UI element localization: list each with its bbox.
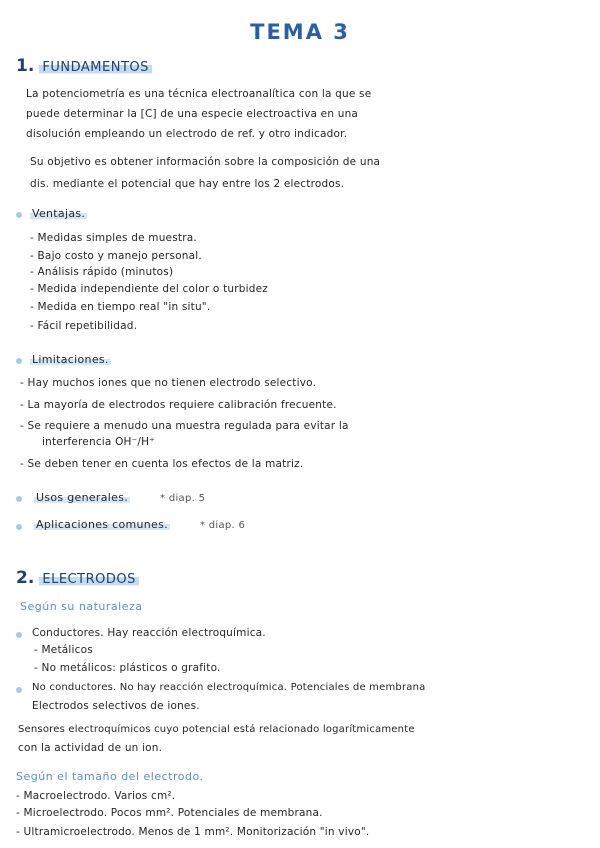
bullet-icon bbox=[16, 358, 22, 364]
no-conductores-line: Electrodos selectivos de iones. bbox=[32, 700, 200, 712]
list-item: - Análisis rápido (minutos) bbox=[30, 266, 174, 278]
section-1-heading bbox=[16, 56, 152, 76]
section-number: 1. bbox=[16, 56, 35, 76]
paragraph-line: dis. mediante el potencial que hay entre los 2 electrodos. bbox=[30, 178, 345, 190]
paragraph-line: puede determinar la [C] de una especie electroactiva en una bbox=[26, 108, 359, 120]
bullet-icon bbox=[16, 212, 22, 218]
subheading: Según su naturaleza bbox=[20, 600, 143, 613]
list-item: - Macroelectrodo. Varios cm². bbox=[16, 790, 176, 802]
sensores-line: con la actividad de un ion. bbox=[18, 742, 163, 754]
section-title: FUNDAMENTOS bbox=[39, 60, 151, 75]
list-item: - No metálicos: plásticos o grafito. bbox=[34, 662, 221, 674]
conductores-line: Conductores. Hay reacción electroquímica. bbox=[32, 627, 266, 639]
bullet-icon bbox=[16, 496, 22, 502]
list-item: - Ultramicroelectrodo. Menos de 1 mm². Monitorización "in vivo". bbox=[16, 826, 370, 838]
aplicaciones-comunes: Aplicaciones comunes. * diap. 6 bbox=[36, 518, 246, 531]
paragraph-line: Su objetivo es obtener información sobre la composición de una bbox=[30, 156, 381, 168]
bullet-icon bbox=[16, 632, 22, 638]
usos-generales: Usos generales. * diap. 5 bbox=[36, 491, 206, 504]
page-title: TEMA 3 bbox=[250, 20, 350, 44]
subheading: Según el tamaño del electrodo. bbox=[16, 770, 204, 783]
section-2-heading bbox=[16, 568, 139, 588]
paragraph-line: disolución empleando un electrodo de ref. y otro indicador. bbox=[26, 128, 348, 140]
paragraph-line: La potenciometría es una técnica electroanalítica con la que se bbox=[26, 88, 372, 100]
list-item: - Medidas simples de muestra. bbox=[30, 232, 197, 244]
list-item: - Medida independiente del color o turbidez bbox=[30, 283, 268, 295]
bullet-icon bbox=[16, 524, 22, 530]
list-item: - Microelectrodo. Pocos mm². Potenciales de membrana. bbox=[16, 807, 323, 819]
list-item: - Fácil repetibilidad. bbox=[30, 320, 138, 332]
list-item: - Hay muchos iones que no tienen electrodo selectivo. bbox=[20, 377, 317, 389]
section-number: 2. bbox=[16, 568, 35, 588]
list-item: - Se requiere a menudo una muestra regulada para evitar la bbox=[20, 420, 349, 432]
list-item: - La mayoría de electrodos requiere calibración frecuente. bbox=[20, 399, 337, 411]
sensores-line: Sensores electroquímicos cuyo potencial está relacionado logarítmicamente bbox=[18, 724, 415, 735]
section-title: ELECTRODOS bbox=[39, 572, 138, 587]
list-item: interferencia OH⁻/H⁺ bbox=[42, 436, 155, 448]
list-item: - Bajo costo y manejo personal. bbox=[30, 250, 202, 262]
bullet-icon bbox=[16, 687, 22, 693]
list-item: - Metálicos bbox=[34, 644, 93, 656]
list-item: - Se deben tener en cuenta los efectos de la matriz. bbox=[20, 458, 304, 470]
limitaciones-heading: Limitaciones. bbox=[32, 353, 109, 366]
ventajas-heading: Ventajas. bbox=[32, 207, 86, 220]
list-item: - Medida en tiempo real "in situ". bbox=[30, 301, 211, 313]
no-conductores-line: No conductores. No hay reacción electroquímica. Potenciales de membrana bbox=[32, 682, 426, 693]
